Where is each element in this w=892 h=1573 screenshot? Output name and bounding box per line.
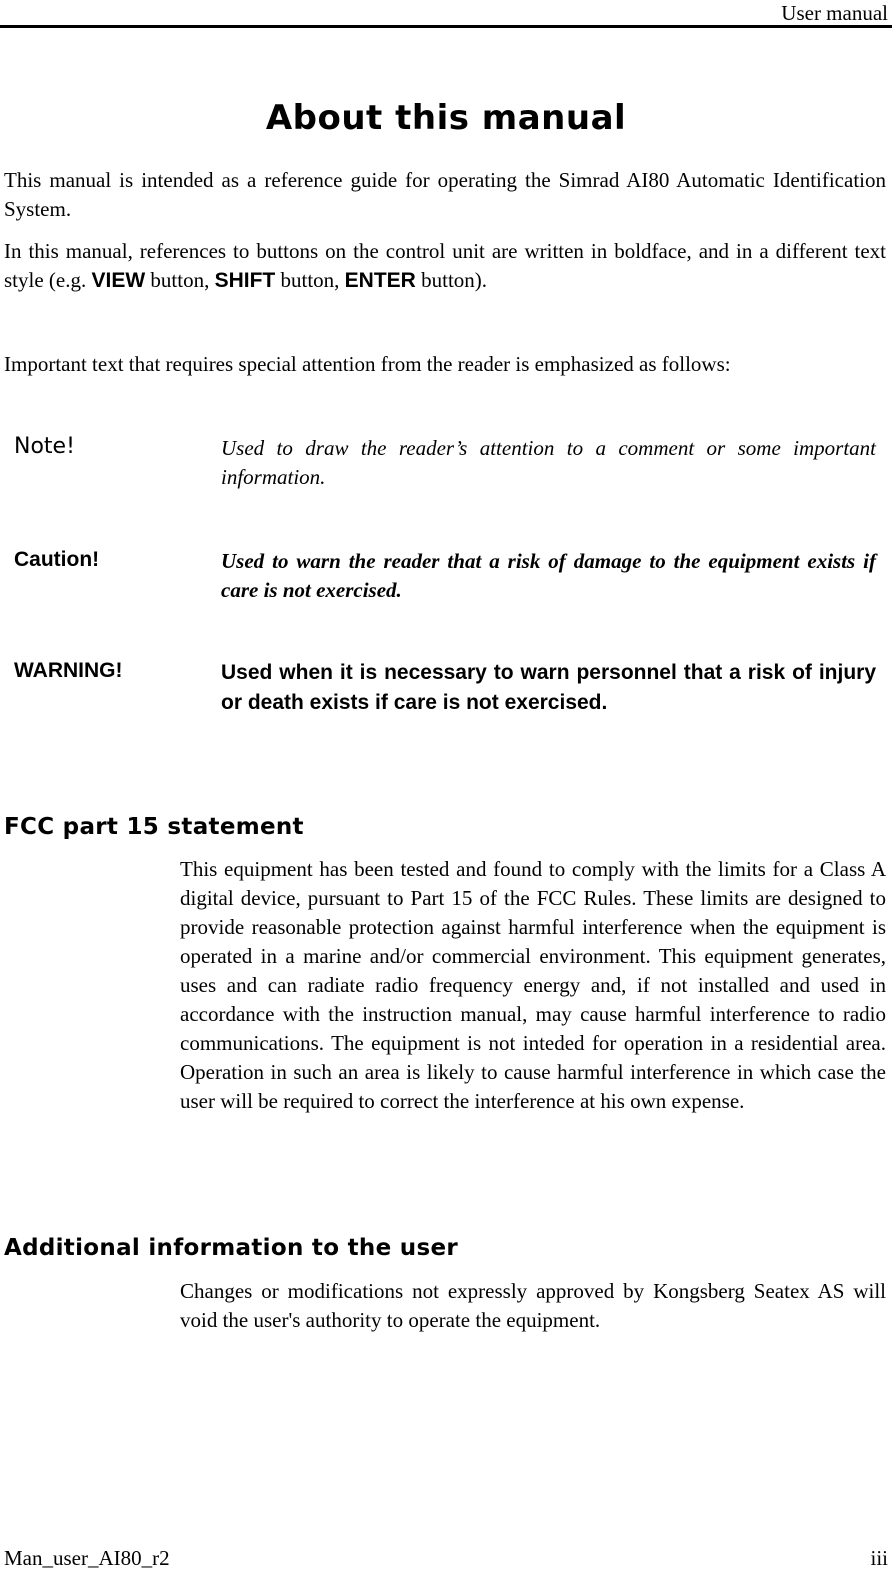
note-text: Used to draw the reader’s attention to a comment or some important information. — [221, 436, 876, 489]
footer-document-id: Man_user_AI80_r2 — [4, 1546, 170, 1570]
caution-text: Used to warn the reader that a risk of damage to the equipment exists if care is not exercised. — [221, 549, 876, 602]
additional-info-body: Changes or modifications not expressly approved by Kongsberg Seatex AS will void the user's authority to operate the equipment. — [180, 1279, 886, 1332]
button-word: button, — [280, 268, 340, 292]
view-button-ref: VIEW — [91, 269, 146, 292]
enter-button-ref: ENTER — [344, 269, 416, 292]
fcc-heading: FCC part 15 statement — [4, 814, 304, 840]
page-number: iii — [870, 1546, 888, 1570]
shift-button-ref: SHIFT — [214, 269, 276, 292]
running-header: User manual — [781, 1, 888, 25]
intro-paragraph-2 — [4, 237, 886, 295]
warning-label: WARNING! — [14, 659, 123, 682]
button-word: button, — [150, 268, 210, 292]
caution-label: Caution! — [14, 548, 100, 571]
button-word: button). — [421, 268, 488, 292]
warning-text: Used when it is necessary to warn personnel that a risk of injury or death exists if care is not exercised. — [221, 661, 876, 714]
intro-paragraph-1: This manual is intended as a reference guide for operating the Simrad AI80 Automatic Identification System. — [4, 168, 886, 221]
intro-paragraph-3: Important text that requires special attention from the reader is emphasized as follows: — [4, 352, 731, 376]
page-title: About this manual — [265, 98, 627, 138]
note-label: Note! — [14, 434, 75, 459]
fcc-body: This equipment has been tested and found to comply with the limits for a Class A digital device, pursuant to Part 15 of the FCC Rules. These limits are designed to provide reasonable protection against harmful interference when the equipment is operated in a marine and/or commercial environment. This equipment generates, uses and can radiate radio frequency energy and, if not installed and used in accordance with the instruction manual, may cause harmful interference to radio communications. The equipment is not inteded for operation in a residential area. Operation in such an area is likely to cause harmful interference in which case the user will be required to correct the interference at his own expense. — [180, 857, 886, 1113]
intro-paragraph-2-text: In this manual, references to buttons on the control unit are written in boldface, and in a different text style (e.g. — [4, 239, 886, 292]
header-rule — [0, 25, 892, 28]
additional-info-heading: Additional information to the user — [4, 1235, 459, 1261]
